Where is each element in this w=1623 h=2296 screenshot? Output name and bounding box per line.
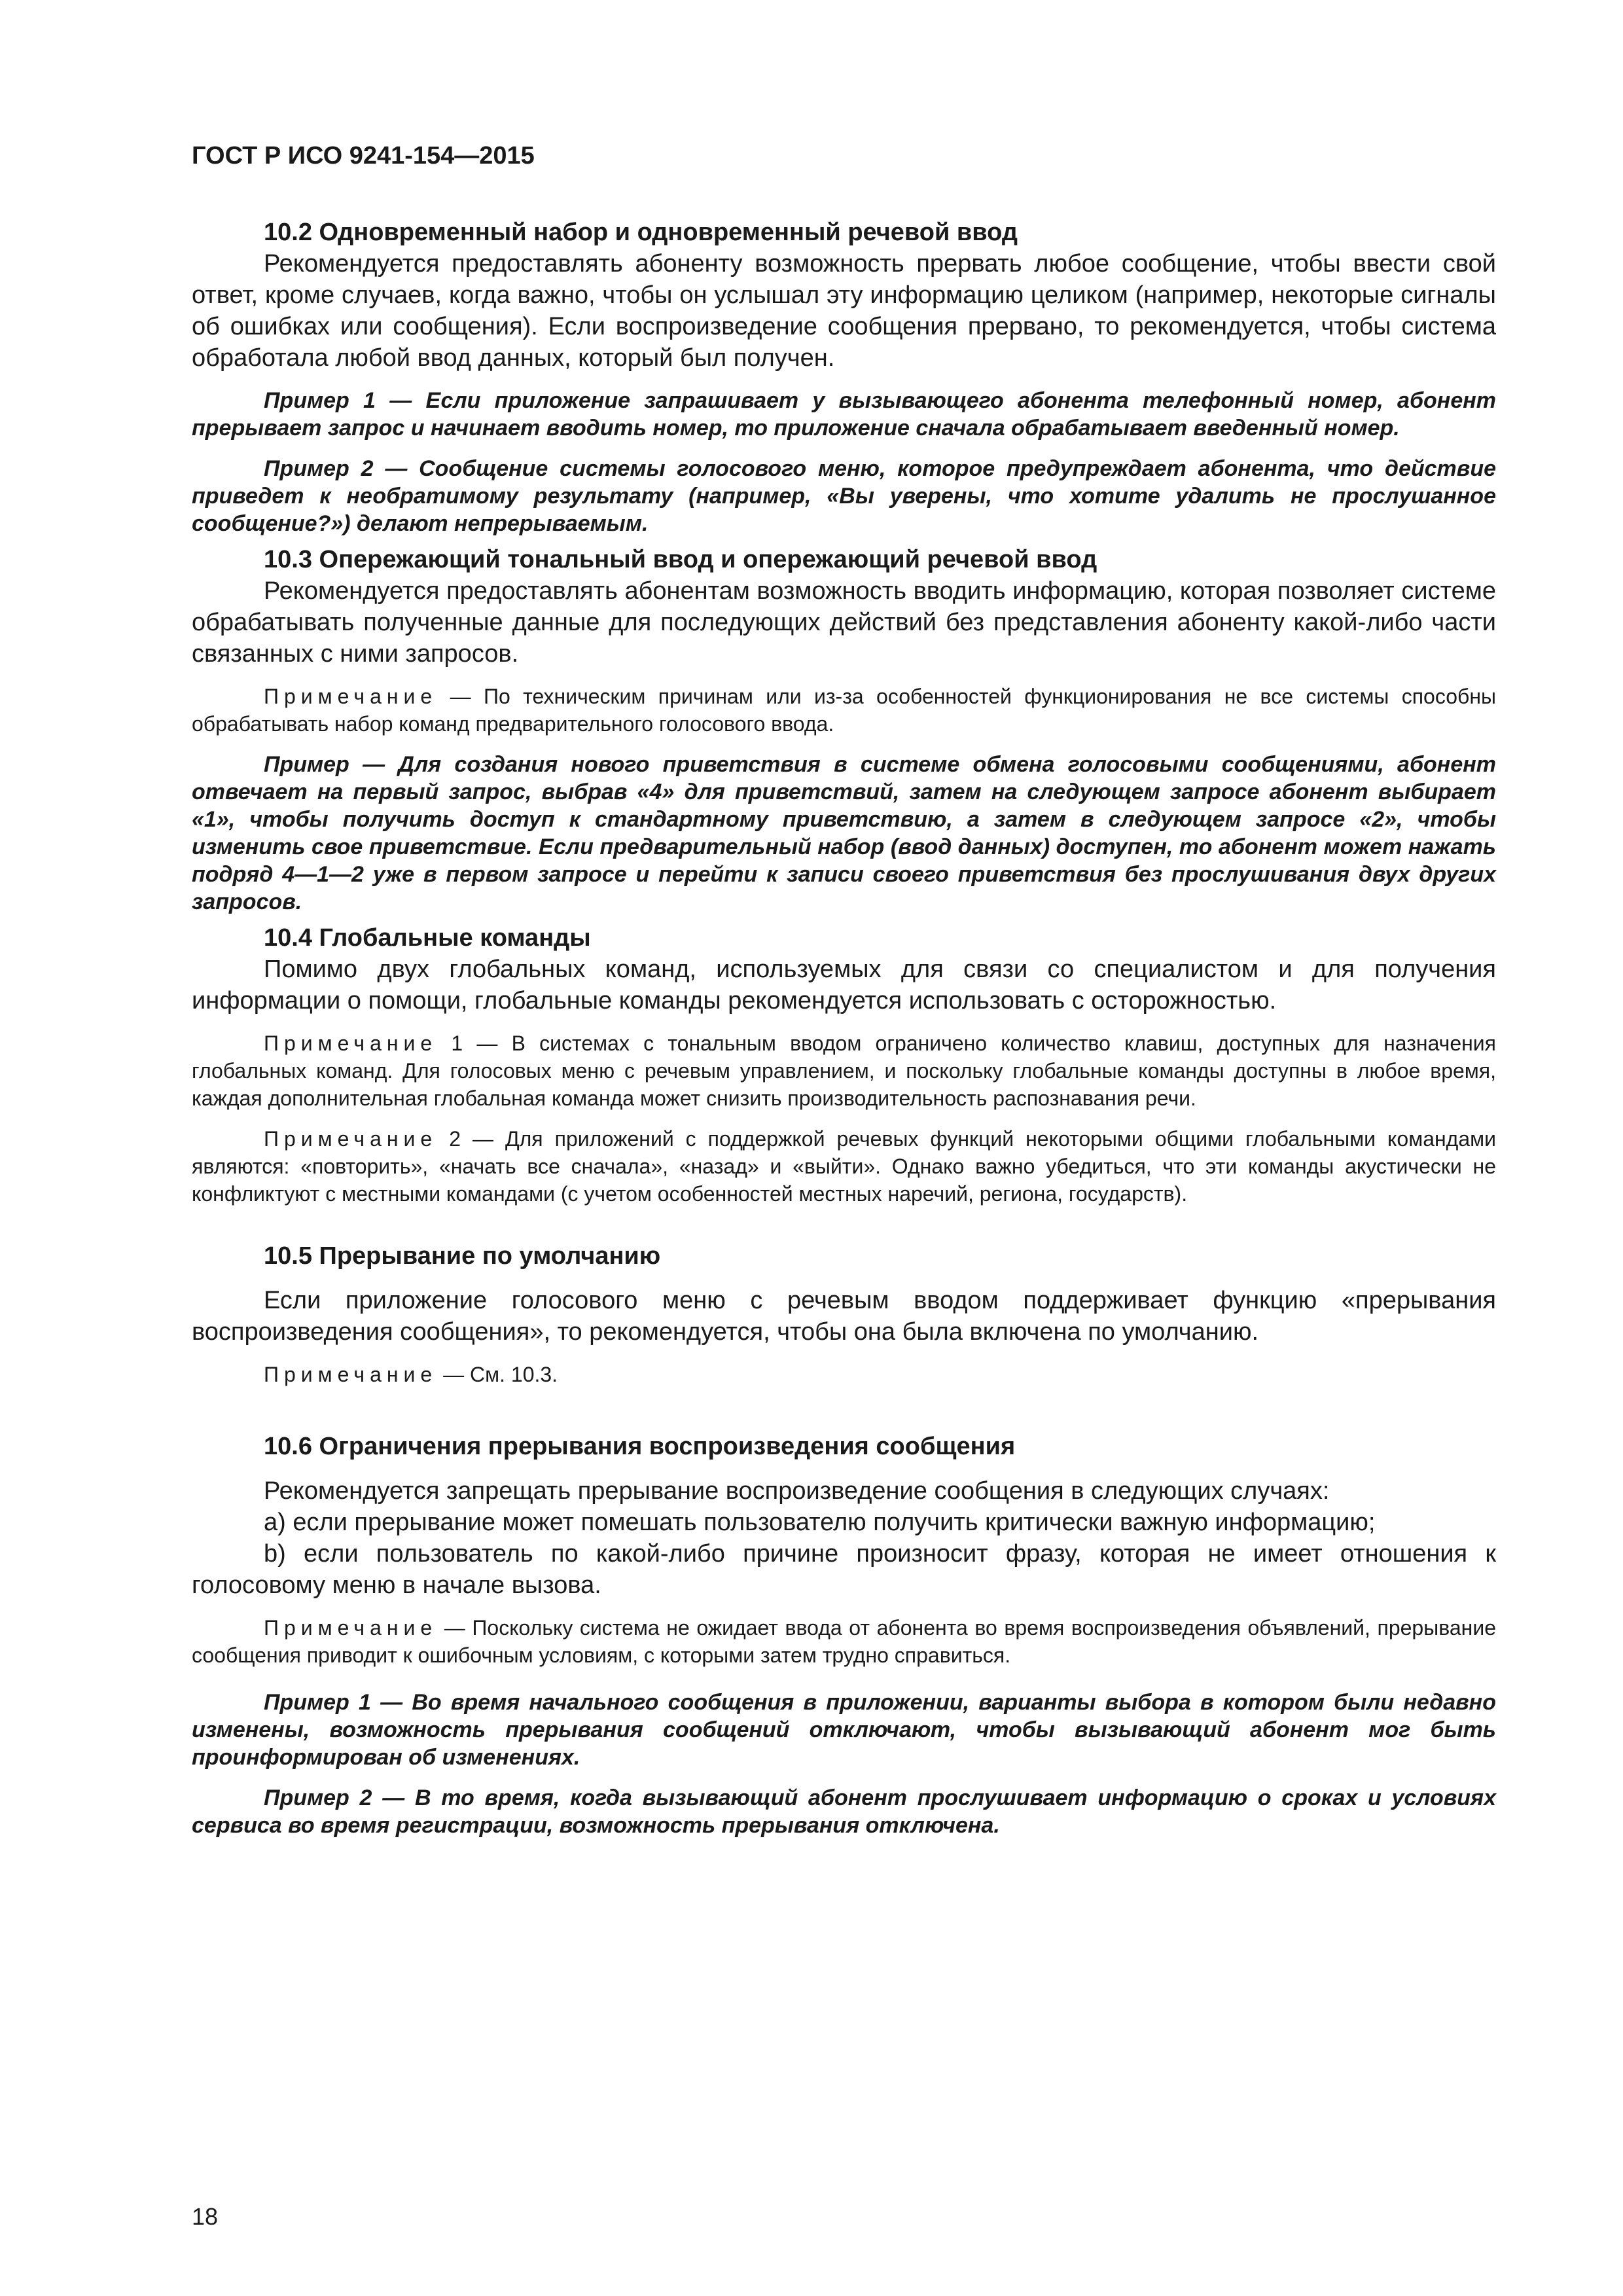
- note-text: — Поскольку система не ожидает ввода от абонента во время воспроизведения объявлений, прерывание сообщения приводит к ошибочным условиям, с которыми затем трудно справиться.: [192, 1616, 1496, 1667]
- example-10-3: Пример — Для создания нового приветствия в системе обмена голосовыми сообщениями, абонент отвечает на первый запрос, выбрав «4» для приветствий, затем на следующем запросе абонент выбирает «1», чтобы получить доступ к стандартному приветствию, а затем в следующем запросе «2», чтобы изменить свое приветствие. Если предварительный набор (ввод данных) доступен, то абонент может нажать подряд 4—1—2 уже в первом запросе и перейти к записи своего приветствия без прослушивания двух других запросов.: [192, 752, 1496, 914]
- note-10-4-2: [192, 1125, 1496, 1208]
- section-title-10-4: 10.4 Глобальные команды: [264, 924, 591, 952]
- note-label: Примечание: [264, 1031, 438, 1055]
- section-title-10-6: 10.6 Ограничения прерывания воспроизведения сообщения: [264, 1433, 1016, 1460]
- example-10-6-1: Пример 1 — Во время начального сообщения в приложении, варианты выбора в котором были недавно изменены, возможность прерывания сообщений отключают, чтобы вызывающий абонент мог быть проинформирован об изменениях.: [192, 1690, 1496, 1770]
- note-text: — См. 10.3.: [437, 1363, 558, 1386]
- section-title-10-3: 10.3 Опережающий тональный ввод и опережающий речевой ввод: [264, 546, 1097, 573]
- note-10-3: [192, 683, 1496, 738]
- note-label: Примечание: [264, 1127, 438, 1151]
- note-10-5: [192, 1361, 1496, 1388]
- example-10-6-2: Пример 2 — В то время, когда вызывающий абонент прослушивает информацию о сроках и условиях сервиса во время регистрации, возможность прерывания отключена.: [192, 1785, 1496, 1838]
- paragraph-10-5: Если приложение голосового меню с речевым вводом поддерживает функцию «прерывания воспроизведения сообщения», то рекомендуется, чтобы она была включена по умолчанию.: [192, 1287, 1496, 1346]
- note-text: 1 — В системах с тональным вводом ограничено количество клавиш, доступных для назначения глобальных команд. Для голосовых меню с речевым управлением, и поскольку глобальные команды доступны в любое время, каждая дополнительная глобальная команда может снизить производительность распознавания речи.: [192, 1031, 1496, 1110]
- page-number: 18: [192, 2203, 219, 2230]
- note-text: — По техническим причинам или из-за особенностей функционирования не все системы способны обрабатывать набор команд предварительного голосового ввода.: [192, 685, 1496, 736]
- paragraph-10-6: Рекомендуется запрещать прерывание воспроизведение сообщения в следующих случаях:: [264, 1477, 1330, 1505]
- paragraph-10-4: Помимо двух глобальных команд, используемых для связи со специалистом и для получения информации о помощи, глобальные команды рекомендуется использовать с осторожностью.: [192, 956, 1496, 1014]
- note-label: Примечание: [264, 685, 438, 708]
- note-10-4-1: [192, 1030, 1496, 1112]
- note-label: Примечание: [264, 1616, 438, 1640]
- list-item-b: b) если пользователь по какой-либо причине произносит фразу, которая не имеет отношения к голосовому меню в начале вызова.: [192, 1540, 1496, 1599]
- document-page: [192, 141, 1496, 1839]
- list-item-a: a) если прерывание может помешать пользователю получить критически важную информацию;: [264, 1509, 1376, 1536]
- example-10-2-2: Пример 2 — Сообщение системы голосового меню, которое предупреждает абонента, что действие приведет к необратимому результату (например, «Вы уверены, что хотите удалить не прослушанное сообщение?») делают непрерываемым.: [192, 456, 1496, 536]
- note-10-6: [192, 1614, 1496, 1669]
- example-10-2-1: Пример 1 — Если приложение запрашивает у вызывающего абонента телефонный номер, абонент прерывает запрос и начинает вводить номер, то приложение сначала обрабатывает введенный номер.: [192, 388, 1496, 440]
- paragraph-10-2: Рекомендуется предоставлять абоненту возможность прервать любое сообщение, чтобы ввести свой ответ, кроме случаев, когда важно, чтобы он услышал эту информацию целиком (например, некоторые сигналы об ошибках или сообщения). Если воспроизведение сообщения прервано, то рекомендуется, чтобы система обработала любой ввод данных, который был получен.: [192, 250, 1496, 372]
- note-text: 2 — Для приложений с поддержкой речевых функций некоторыми общими глобальными командами являются: «повторить», «начать все сначала», «назад» и «выйти». Однако важно убедиться, что эти команды акустически не конфликтуют с местными командами (с учетом особенностей местных наречий, региона, государств).: [192, 1127, 1496, 1206]
- section-title-10-5: 10.5 Прерывание по умолчанию: [264, 1242, 661, 1270]
- section-title-10-2: 10.2 Одновременный набор и одновременный речевой ввод: [264, 219, 1018, 246]
- document-header: ГОСТ Р ИСО 9241-154—2015: [192, 142, 535, 170]
- paragraph-10-3: Рекомендуется предоставлять абонентам возможность вводить информацию, которая позволяет системе обрабатывать полученные данные для последующих действий без представления абоненту какой-либо части связанных с ними запросов.: [192, 577, 1496, 668]
- note-label: Примечание: [264, 1363, 438, 1386]
